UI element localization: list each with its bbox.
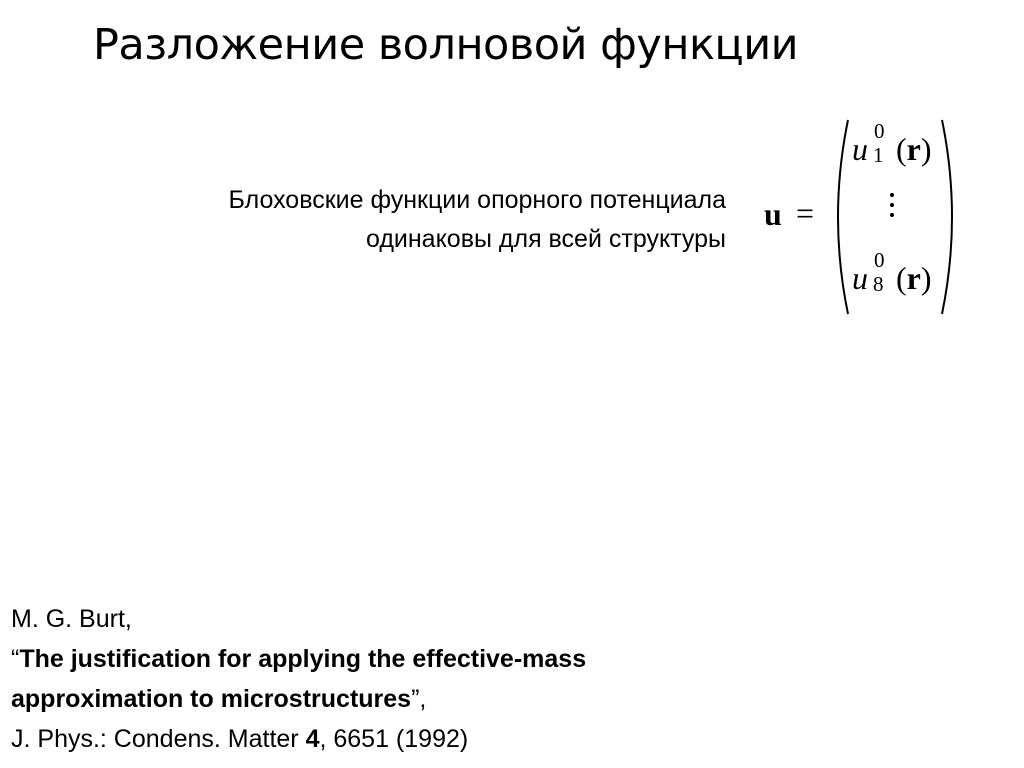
equals-sign: = [796, 195, 815, 231]
vector-element-first [852, 119, 932, 167]
slide-title: Разложение волновой функции [93, 20, 799, 70]
function-argument: (r) [896, 131, 932, 167]
citation-author: M. G. Burt, [11, 605, 132, 633]
function-argument: (r) [896, 260, 932, 296]
description-line-2: одинаковы для всей структуры [365, 225, 726, 253]
subscript: 1 [873, 143, 884, 167]
superscript: 0 [874, 248, 885, 272]
function-u-symbol: u [852, 131, 868, 167]
vector-u-symbol: u [764, 196, 782, 232]
right-parenthesis [942, 120, 952, 314]
subscript: 8 [873, 272, 884, 296]
citation-title-line-2: approximation to microstructures”, [11, 685, 427, 713]
description-line-1: Блоховские функции опорного потенциала [228, 186, 726, 214]
left-parenthesis [838, 120, 848, 314]
description-text [228, 181, 726, 259]
citation [11, 599, 586, 759]
superscript: 0 [874, 119, 885, 143]
citation-journal: J. Phys.: Condens. Matter 4, 6651 (1992) [11, 725, 469, 753]
citation-title-line-1: “The justification for applying the effective-mass [11, 645, 587, 673]
citation-volume: 4 [305, 725, 320, 753]
vertical-ellipsis [888, 193, 896, 223]
vector-element-last [852, 248, 932, 296]
function-u-symbol: u [852, 260, 868, 296]
